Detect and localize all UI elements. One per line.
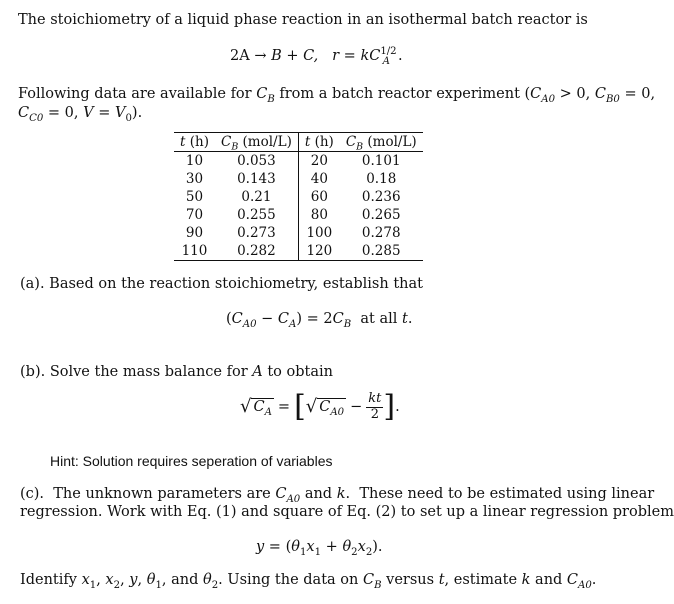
table-cell: 80	[298, 206, 339, 224]
table-cell: 100	[298, 224, 339, 242]
table-cell: 0.053	[237, 153, 276, 169]
table-cell: 30	[185, 171, 204, 187]
part-c-last: Identify $x_1$, $x_2$, y, $\theta_1$, and $\theta_2$. Using the data on $C_B$ versus t, estimate k and $C_{A0}$.	[20, 572, 597, 591]
table-cell: 0.236	[361, 189, 401, 205]
data-sentence: Following data are available for $C_B$ from a batch reactor experiment ($C_{A0} > 0$, $C_{B0} = 0$, $C_{C0} = 0$, $V = V_0$).	[18, 86, 656, 124]
table-cell: 0.265	[361, 207, 401, 223]
table-cell: 20	[298, 152, 339, 171]
table-cell: 0.282	[237, 243, 276, 259]
table-cell: 120	[298, 242, 339, 261]
table-row	[174, 224, 423, 242]
part-c-line2: regression. Work with Eq. (1) and square of Eq. (2) to set up a linear regression problem	[20, 504, 674, 520]
table-cell: 10	[185, 153, 204, 169]
part-c-equation: $y = (\theta_1x_1 + \theta_2x_2)$.	[256, 539, 383, 558]
table-cell: 0.255	[237, 207, 276, 223]
table-cell: 60	[298, 188, 339, 206]
table-row	[174, 206, 423, 224]
table-cell: 50	[185, 189, 204, 205]
table-row	[174, 170, 423, 188]
table-row	[174, 242, 423, 261]
table-header: $C_B$ (mol/L)	[345, 134, 417, 153]
part-b-equation: √ $C_A$ = [ √ $C_{A0}$ − $\frac{kt}{2}$ ] .	[240, 389, 400, 424]
table-header: t (h)	[180, 134, 209, 150]
table-cell: 110	[181, 243, 208, 259]
table-cell: 90	[185, 225, 204, 241]
reaction-equation: 2A → B + C, $r = kC^{1/2}_A$ .	[230, 46, 403, 67]
table-header: $C_B$ (mol/L)	[220, 134, 292, 153]
table-cell: 0.101	[361, 153, 401, 169]
part-a-equation: $(C_{A0} - C_A) = 2C_B$ at all t.	[226, 311, 413, 330]
part-b-text: (b). Solve the mass balance for A to obtain	[20, 364, 333, 380]
table-cell: 70	[185, 207, 204, 223]
table-cell: 0.273	[237, 225, 276, 241]
part-a-text: (a). Based on the reaction stoichiometry, establish that	[20, 276, 423, 292]
intro-text: The stoichiometry of a liquid phase reaction in an isothermal batch reactor is	[18, 12, 588, 28]
part-c-line1: (c). The unknown parameters are $C_{A0}$ and k. These need to be estimated using linear	[20, 486, 655, 505]
table-cell: 0.278	[361, 225, 401, 241]
table-header-row	[174, 133, 423, 152]
table-row	[174, 188, 423, 206]
table-cell: 0.143	[237, 171, 276, 187]
table-header: t (h)	[298, 133, 339, 152]
table-cell: 0.18	[366, 171, 397, 187]
table-row	[174, 152, 423, 171]
hint-text: Hint: Solution requires seperation of variables	[50, 453, 333, 469]
table-cell: 0.285	[361, 243, 401, 259]
table-cell: 40	[298, 170, 339, 188]
table-cell: 0.21	[241, 189, 272, 205]
data-table	[174, 132, 423, 261]
